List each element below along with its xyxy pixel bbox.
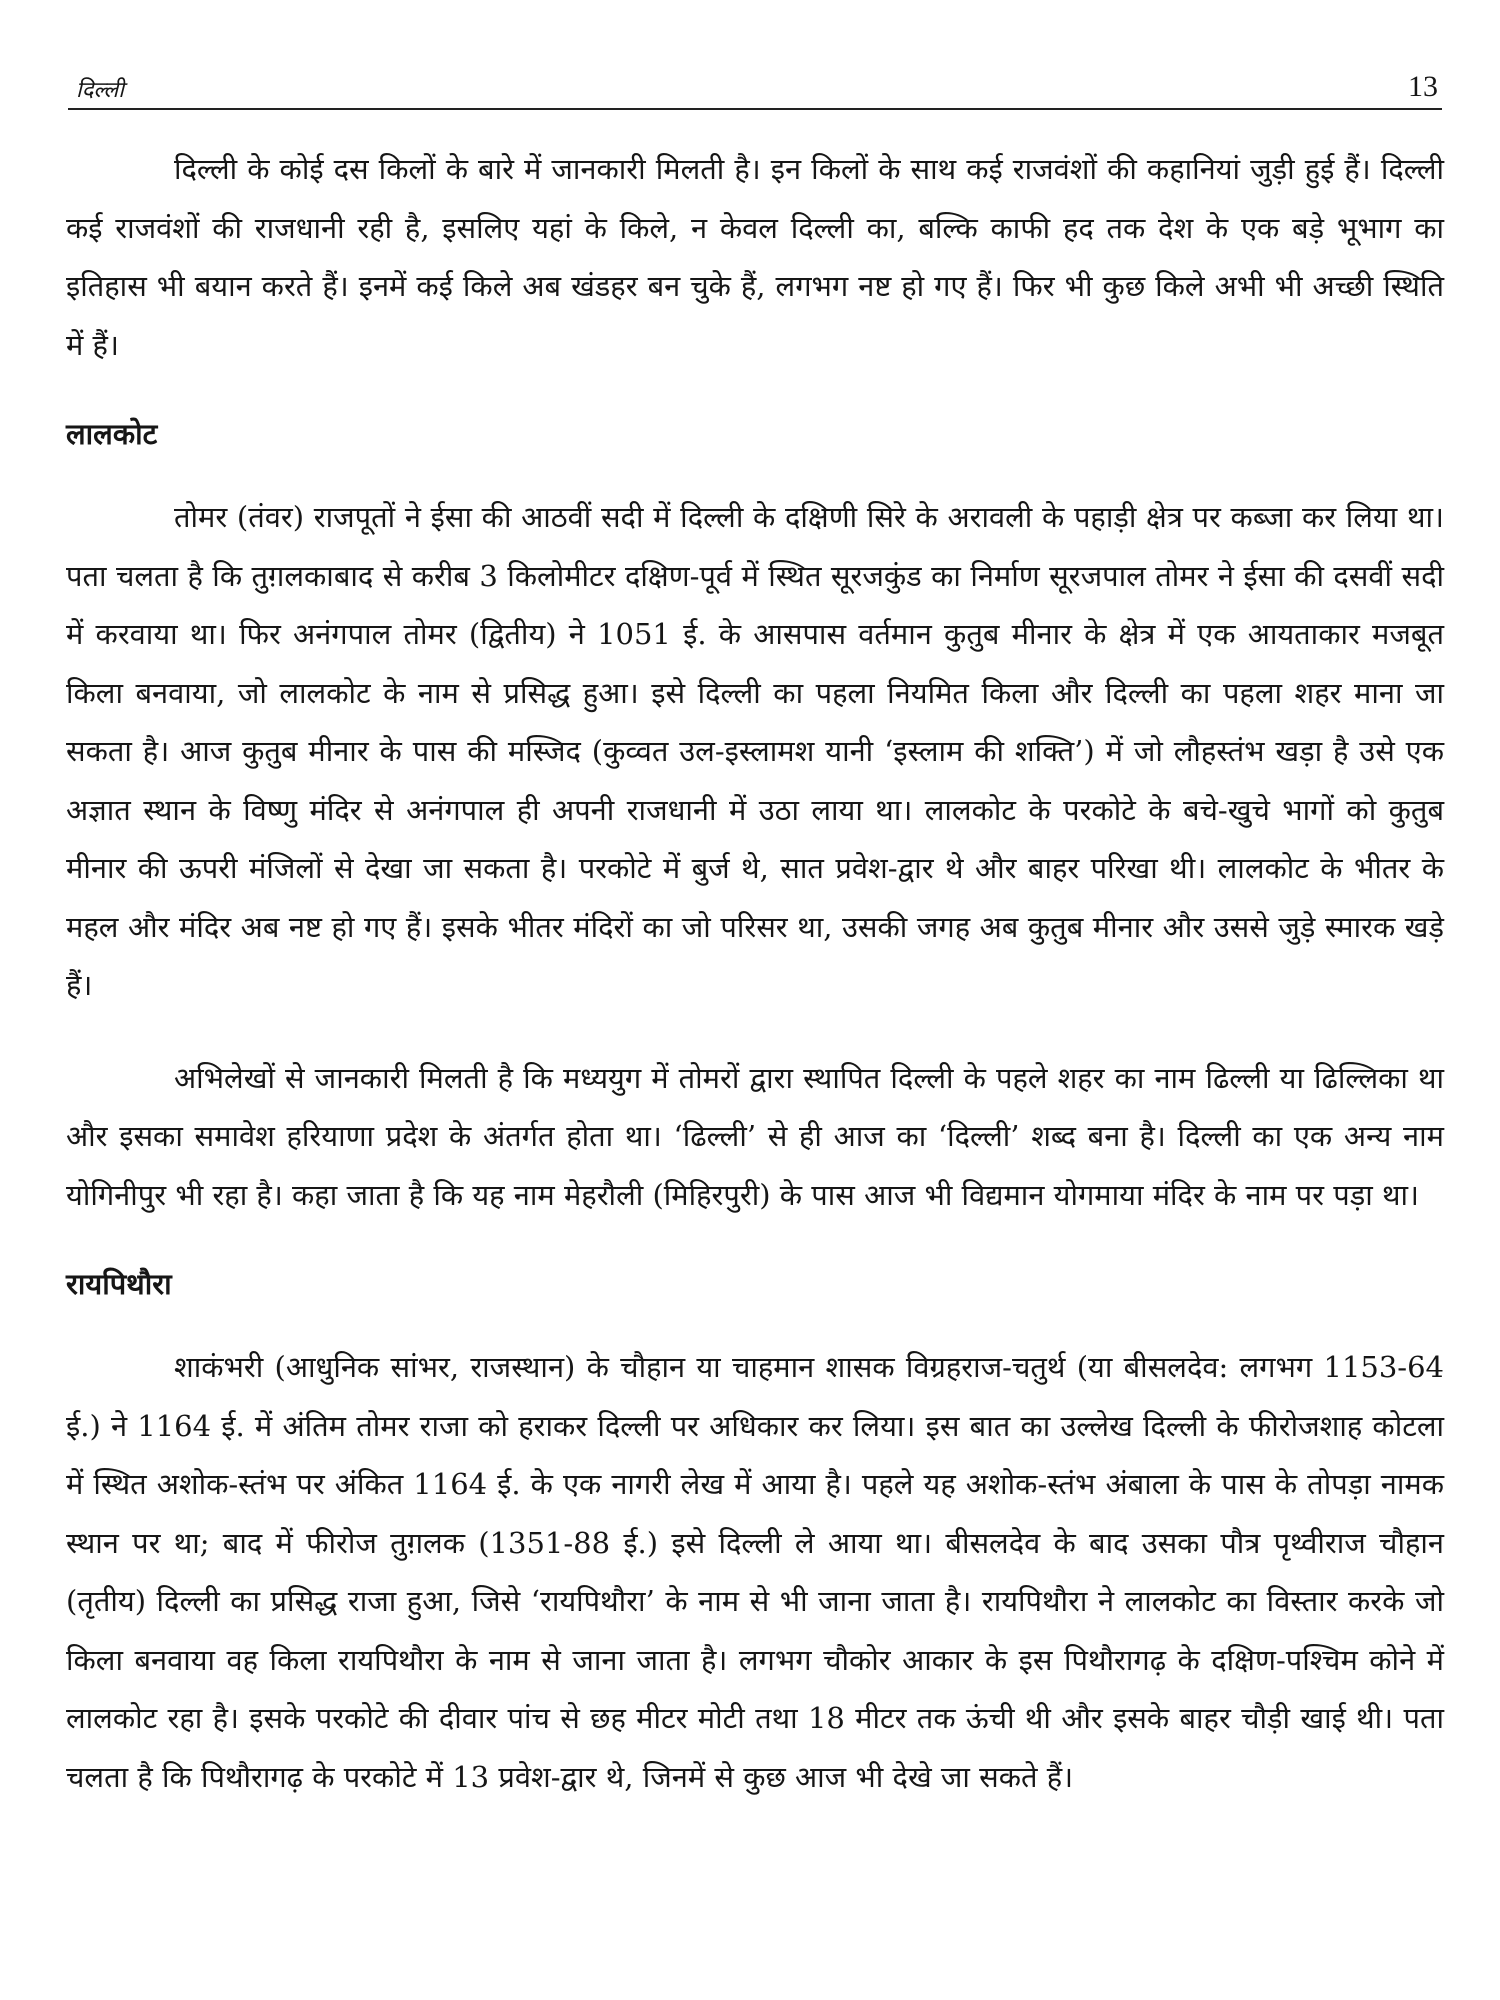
running-title: दिल्ली	[76, 78, 124, 103]
section-heading-lalkot: लालकोट	[66, 417, 158, 451]
raipithora-paragraph-1: शाकंभरी (आधुनिक सांभर, राजस्थान) के चौहान या चाहमान शासक विग्रहराज-चतुर्थ (या बीसलदेव: लगभग 1153-64 ई.) ने 1164 ई. में अंतिम तोमर राजा को हराकर दिल्ली पर अधिकार कर लिया। इस बात का उल्लेख दिल्ली के फीरोजशाह कोटला में स्थित अशोक-स्तंभ पर अंकित 1164 ई. के एक नागरी लेख में आया है। पहले यह अशोक-स्तंभ अंबाला के पास के तोपड़ा नामक स्थान पर था; बाद में फीरोज तुग़लक (1351-88 ई.) इसे दिल्ली ले आया था। बीसलदेव के बाद उसका पौत्र पृथ्वीराज चौहान (तृतीय) दिल्ली का प्रसिद्ध राजा हुआ, जिसे ‘रायपिथौरा’ के नाम से भी जाना जाता है। रायपिथौरा ने लालकोट का विस्तार करके जो किला बनवाया वह किला रायपिथौरा के नाम से जाना जाता है। लगभग चौकोर आकार के इस पिथौरागढ़ के दक्षिण-पश्चिम कोने में लालकोट रहा है। इसके परकोटे की दीवार पांच से छह मीटर मोटी तथा 18 मीटर तक ऊंची थी और इसके बाहर चौड़ी खाई थी। पता चलता है कि पिथौरागढ़ के परकोटे में 13 प्रवेश-द्वार थे, जिनमें से कुछ आज भी देखे जा सकते हैं।	[66, 1350, 1444, 1794]
lalkot-paragraph-2: अभिलेखों से जानकारी मिलती है कि मध्ययुग में तोमरों द्वारा स्थापित दिल्ली के पहले शहर का नाम ढिल्ली या ढिल्लिका था और इसका समावेश हरियाणा प्रदेश के अंतर्गत होता था। ‘ढिल्ली’ से ही आज का ‘दिल्ली’ शब्द बना है। दिल्ली का एक अन्य नाम योगिनीपुर भी रहा है। कहा जाता है कि यह नाम मेहरौली (मिहिरपुरी) के पास आज भी विद्यमान योगमाया मंदिर के नाम पर पड़ा था।	[66, 1060, 1444, 1212]
section-heading-raipithora: रायपिथौरा	[66, 1267, 172, 1301]
page-body	[66, 140, 1444, 1840]
running-header	[68, 62, 1442, 110]
page-number: 13	[1408, 70, 1438, 103]
intro-paragraph: दिल्ली के कोई दस किलों के बारे में जानकारी मिलती है। इन किलों के साथ कई राजवंशों की कहानियां जुड़ी हुई हैं। दिल्ली कई राजवंशों की राजधानी रही है, इसलिए यहां के किले, न केवल दिल्ली का, बल्कि काफी हद तक देश के एक बड़े भूभाग का इतिहास भी बयान करते हैं। इनमें कई किले अब खंडहर बन चुके हैं, लगभग नष्ट हो गए हैं। फिर भी कुछ किले अभी भी अच्छी स्थिति में हैं।	[66, 152, 1444, 362]
lalkot-paragraph-1: तोमर (तंवर) राजपूतों ने ईसा की आठवीं सदी में दिल्ली के दक्षिणी सिरे के अरावली के पहाड़ी क्षेत्र पर कब्जा कर लिया था। पता चलता है कि तुग़लकाबाद से करीब 3 किलोमीटर दक्षिण-पूर्व में स्थित सूरजकुंड का निर्माण सूरजपाल तोमर ने ईसा की दसवीं सदी में करवाया था। फिर अनंगपाल तोमर (द्वितीय) ने 1051 ई. के आसपास वर्तमान कुतुब मीनार के क्षेत्र में एक आयताकार मजबूत किला बनवाया, जो लालकोट के नाम से प्रसिद्ध हुआ। इसे दिल्ली का पहला नियमित किला और दिल्ली का पहला शहर माना जा सकता है। आज कुतुब मीनार के पास की मस्जिद (कुव्वत उल-इस्लामश यानी ‘इस्लाम की शक्ति’) में जो लौहस्तंभ खड़ा है उसे एक अज्ञात स्थान के विष्णु मंदिर से अनंगपाल ही अपनी राजधानी में उठा लाया था। लालकोट के परकोटे के बचे-खुचे भागों को कुतुब मीनार की ऊपरी मंजिलों से देखा जा सकता है। परकोटे में बुर्ज थे, सात प्रवेश-द्वार थे और बाहर परिखा थी। लालकोट के भीतर के महल और मंदिर अब नष्ट हो गए हैं। इसके भीतर मंदिरों का जो परिसर था, उसकी जगह अब कुतुब मीनार और उससे जुड़े स्मारक खड़े हैं।	[66, 500, 1444, 1002]
